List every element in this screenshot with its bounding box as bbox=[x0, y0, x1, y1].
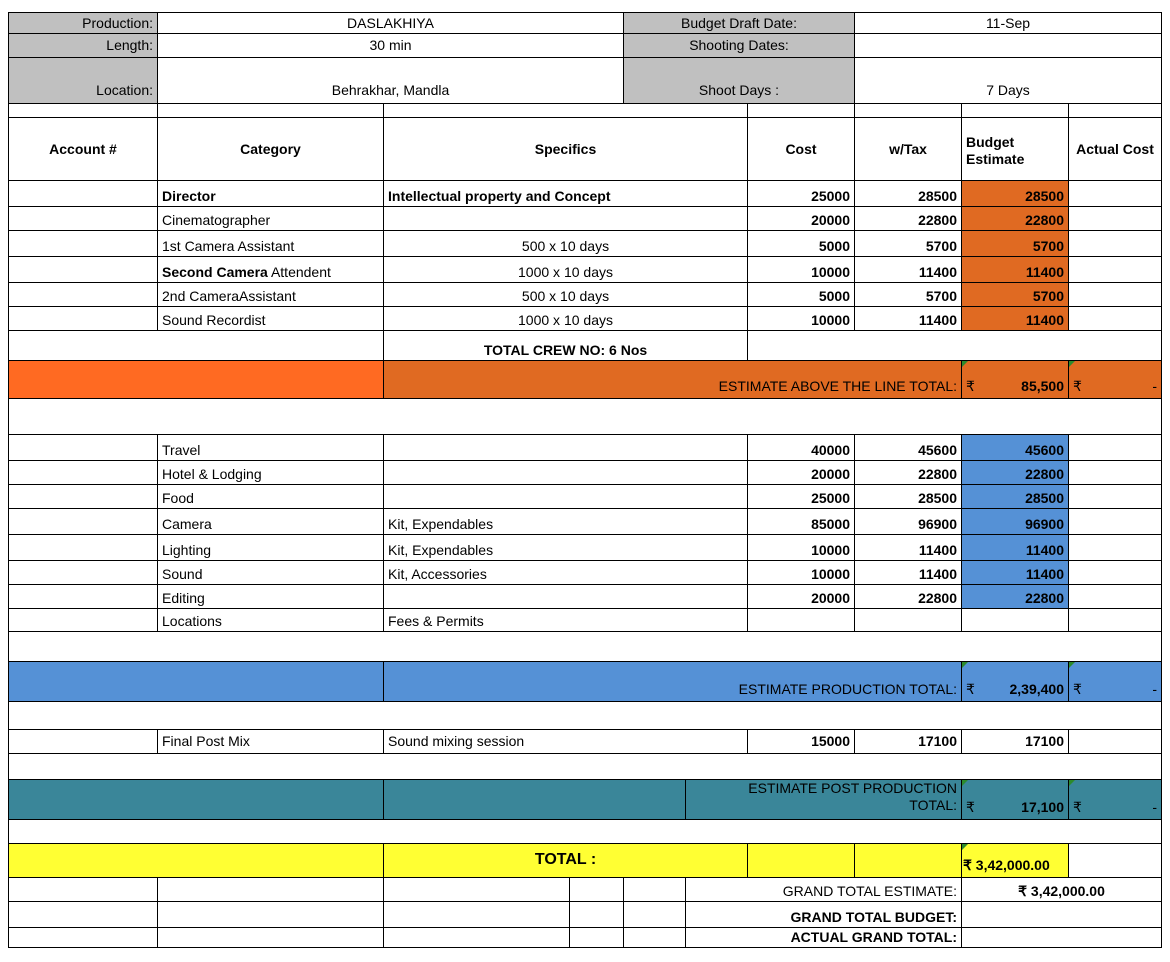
grand-actual-value[interactable] bbox=[962, 928, 1162, 948]
post-total-label bbox=[686, 780, 962, 820]
production-category[interactable]: Travel bbox=[158, 435, 384, 461]
crew-category-name: Director bbox=[162, 188, 216, 205]
grid-cell bbox=[8, 878, 158, 902]
production-estimate[interactable]: 96900 bbox=[962, 509, 1069, 535]
spacer-cell bbox=[962, 104, 1069, 118]
comment-marker-icon bbox=[962, 361, 968, 367]
shoot-days-value[interactable]: 7 Days bbox=[855, 58, 1162, 104]
production-value[interactable]: DASLAKHIYA bbox=[158, 12, 624, 34]
crew-category[interactable] bbox=[158, 181, 384, 207]
comment-marker-icon bbox=[1069, 780, 1075, 786]
production-account[interactable] bbox=[8, 485, 158, 509]
col-account: Account # bbox=[8, 118, 158, 181]
spacer-cell bbox=[855, 104, 962, 118]
rupee-icon: ₹ bbox=[966, 681, 975, 698]
post-cost[interactable]: 15000 bbox=[748, 730, 855, 754]
production-cost[interactable]: 10000 bbox=[748, 535, 855, 561]
production-actual[interactable] bbox=[1069, 609, 1162, 632]
spacer-cell bbox=[158, 104, 384, 118]
production-actual[interactable] bbox=[1069, 561, 1162, 585]
production-account[interactable] bbox=[8, 585, 158, 609]
crew-estimate[interactable]: 11400 bbox=[962, 307, 1069, 331]
post-total-value: 17,100 bbox=[1021, 799, 1064, 816]
production-cost[interactable]: 10000 bbox=[748, 561, 855, 585]
production-actual[interactable] bbox=[1069, 461, 1162, 485]
shooting-dates-value[interactable] bbox=[855, 34, 1162, 58]
comment-marker-icon bbox=[962, 844, 968, 850]
production-wtax[interactable] bbox=[855, 609, 962, 632]
crew-category-suffix: Attendent bbox=[267, 264, 331, 281]
rupee-icon: ₹ bbox=[1073, 378, 1082, 395]
total-band bbox=[8, 844, 384, 878]
crew-account[interactable] bbox=[8, 307, 158, 331]
production-category[interactable]: Camera bbox=[158, 509, 384, 535]
crew-category[interactable] bbox=[158, 307, 384, 331]
grid-cell bbox=[384, 878, 570, 902]
production-wtax[interactable]: 11400 bbox=[855, 535, 962, 561]
location-value[interactable]: Behrakhar, Mandla bbox=[158, 58, 624, 104]
grid-cell bbox=[624, 902, 686, 928]
rupee-icon: ₹ bbox=[1073, 681, 1082, 698]
comment-marker-icon bbox=[962, 662, 968, 668]
crew-wtax[interactable]: 11400 bbox=[855, 257, 962, 283]
production-estimate[interactable]: 22800 bbox=[962, 585, 1069, 609]
post-total[interactable] bbox=[962, 780, 1069, 820]
production-band bbox=[8, 662, 384, 702]
production-actual[interactable] bbox=[1069, 662, 1162, 702]
crew-wtax[interactable]: 22800 bbox=[855, 207, 962, 231]
production-category[interactable]: Food bbox=[158, 485, 384, 509]
production-estimate[interactable]: 11400 bbox=[962, 561, 1069, 585]
crew-cost[interactable]: 10000 bbox=[748, 257, 855, 283]
above-line-band bbox=[8, 361, 384, 399]
production-specifics[interactable]: Kit, Accessories bbox=[384, 561, 748, 585]
crew-total-label: TOTAL CREW NO: 6 Nos bbox=[384, 331, 748, 361]
comment-marker-icon bbox=[962, 780, 968, 786]
production-actual[interactable] bbox=[1069, 435, 1162, 461]
production-cost[interactable]: 20000 bbox=[748, 585, 855, 609]
crew-actual[interactable] bbox=[1069, 231, 1162, 257]
crew-cost[interactable]: 5000 bbox=[748, 231, 855, 257]
production-specifics[interactable]: Kit, Expendables bbox=[384, 535, 748, 561]
draft-date-value[interactable]: 11-Sep bbox=[855, 12, 1162, 34]
production-account[interactable] bbox=[8, 535, 158, 561]
production-wtax[interactable]: 28500 bbox=[855, 485, 962, 509]
location-label: Location: bbox=[8, 58, 158, 104]
col-budget-line2: Estimate bbox=[966, 151, 1025, 167]
length-label: Length: bbox=[8, 34, 158, 58]
production-specifics[interactable]: Fees & Permits bbox=[384, 609, 748, 632]
production-estimate[interactable] bbox=[962, 609, 1069, 632]
production-wtax[interactable]: 96900 bbox=[855, 509, 962, 535]
crew-total-blank-right bbox=[748, 331, 1162, 361]
col-wtax: w/Tax bbox=[855, 118, 962, 181]
grand-estimate-value[interactable]: ₹ 3,42,000.00 bbox=[962, 878, 1162, 902]
production-account[interactable] bbox=[8, 561, 158, 585]
col-category: Category bbox=[158, 118, 384, 181]
crew-account[interactable] bbox=[8, 181, 158, 207]
grid-cell bbox=[624, 928, 686, 948]
grid-cell bbox=[158, 928, 384, 948]
crew-specifics[interactable]: 1000 x 10 days bbox=[384, 257, 748, 283]
production-wtax[interactable]: 45600 bbox=[855, 435, 962, 461]
post-account[interactable] bbox=[8, 730, 158, 754]
grid-cell bbox=[570, 878, 624, 902]
grid-cell bbox=[384, 928, 570, 948]
crew-cost[interactable]: 20000 bbox=[748, 207, 855, 231]
crew-cost[interactable]: 10000 bbox=[748, 307, 855, 331]
post-category[interactable]: Final Post Mix bbox=[158, 730, 384, 754]
production-total-value: 2,39,400 bbox=[1009, 681, 1064, 698]
production-account[interactable] bbox=[8, 609, 158, 632]
col-cost: Cost bbox=[748, 118, 855, 181]
post-total-label-line2: TOTAL: bbox=[909, 796, 957, 813]
crew-actual[interactable] bbox=[1069, 307, 1162, 331]
crew-category[interactable] bbox=[158, 231, 384, 257]
production-cost[interactable]: 20000 bbox=[748, 461, 855, 485]
production-estimate[interactable]: 22800 bbox=[962, 461, 1069, 485]
col-actual-cost: Actual Cost bbox=[1069, 118, 1162, 181]
crew-specifics[interactable]: 1000 x 10 days bbox=[384, 307, 748, 331]
production-category[interactable]: Locations bbox=[158, 609, 384, 632]
crew-category[interactable] bbox=[158, 257, 384, 283]
crew-estimate[interactable]: 5700 bbox=[962, 231, 1069, 257]
col-specifics: Specifics bbox=[384, 118, 748, 181]
crew-account[interactable] bbox=[8, 257, 158, 283]
crew-actual[interactable] bbox=[1069, 257, 1162, 283]
col-budget-line1: Budget bbox=[966, 134, 1015, 151]
production-cost[interactable]: 40000 bbox=[748, 435, 855, 461]
grid-cell bbox=[158, 902, 384, 928]
crew-cost[interactable]: 5000 bbox=[748, 283, 855, 307]
production-specifics[interactable] bbox=[384, 485, 748, 509]
above-line-total[interactable] bbox=[962, 361, 1069, 399]
grand-actual-label: ACTUAL GRAND TOTAL: bbox=[686, 928, 962, 948]
above-line-label: ESTIMATE ABOVE THE LINE TOTAL: bbox=[384, 361, 962, 399]
post-band bbox=[8, 780, 384, 820]
shoot-days-label: Shoot Days : bbox=[624, 58, 855, 104]
col-budget-estimate bbox=[962, 118, 1069, 181]
crew-specifics[interactable]: 500 x 10 days bbox=[384, 283, 748, 307]
crew-category-name: Second Camera bbox=[162, 264, 268, 281]
crew-account[interactable] bbox=[8, 283, 158, 307]
production-cost[interactable] bbox=[748, 609, 855, 632]
production-category[interactable]: Editing bbox=[158, 585, 384, 609]
production-actual[interactable] bbox=[1069, 509, 1162, 535]
production-account[interactable] bbox=[8, 509, 158, 535]
grand-budget-value[interactable] bbox=[962, 902, 1162, 928]
grand-budget-label: GRAND TOTAL BUDGET: bbox=[686, 902, 962, 928]
production-actual[interactable] bbox=[1069, 485, 1162, 509]
blank-row bbox=[8, 702, 1162, 730]
crew-cost[interactable]: 25000 bbox=[748, 181, 855, 207]
crew-actual[interactable] bbox=[1069, 207, 1162, 231]
spacer-cell bbox=[1069, 104, 1162, 118]
production-account[interactable] bbox=[8, 435, 158, 461]
production-total[interactable] bbox=[962, 662, 1069, 702]
crew-category[interactable] bbox=[158, 283, 384, 307]
blank-row bbox=[8, 820, 1162, 844]
crew-category-name: 2nd CameraAssistant bbox=[162, 288, 296, 305]
production-category[interactable]: Lighting bbox=[158, 535, 384, 561]
crew-category-name: 1st Camera Assistant bbox=[162, 238, 295, 255]
crew-estimate[interactable]: 22800 bbox=[962, 207, 1069, 231]
grand-estimate-label: GRAND TOTAL ESTIMATE: bbox=[686, 878, 962, 902]
total-blank bbox=[855, 844, 962, 878]
crew-category-name: Sound Recordist bbox=[162, 312, 266, 329]
production-cost[interactable]: 85000 bbox=[748, 509, 855, 535]
comment-marker-icon bbox=[1069, 662, 1075, 668]
rupee-icon: ₹ bbox=[966, 378, 975, 395]
total-value-text: ₹ 3,42,000.00 bbox=[963, 857, 1050, 874]
production-actual[interactable] bbox=[1069, 585, 1162, 609]
rupee-icon: ₹ bbox=[966, 799, 975, 816]
production-specifics[interactable]: Kit, Expendables bbox=[384, 509, 748, 535]
post-actual-total[interactable] bbox=[1069, 780, 1162, 820]
production-specifics[interactable] bbox=[384, 461, 748, 485]
production-estimate[interactable]: 45600 bbox=[962, 435, 1069, 461]
total-value[interactable] bbox=[962, 844, 1069, 878]
production-account[interactable] bbox=[8, 461, 158, 485]
crew-wtax[interactable]: 11400 bbox=[855, 307, 962, 331]
production-actual-value: - bbox=[1152, 681, 1157, 698]
production-estimate[interactable]: 11400 bbox=[962, 535, 1069, 561]
grid-cell bbox=[570, 902, 624, 928]
grid-cell bbox=[8, 928, 158, 948]
crew-estimate[interactable]: 28500 bbox=[962, 181, 1069, 207]
production-label: Production: bbox=[8, 12, 158, 34]
total-blank bbox=[748, 844, 855, 878]
spacer-cell bbox=[384, 104, 748, 118]
production-wtax[interactable]: 22800 bbox=[855, 461, 962, 485]
length-value[interactable]: 30 min bbox=[158, 34, 624, 58]
production-specifics[interactable] bbox=[384, 435, 748, 461]
crew-account[interactable] bbox=[8, 231, 158, 257]
post-actual-total-value: - bbox=[1152, 799, 1157, 816]
production-actual[interactable] bbox=[1069, 535, 1162, 561]
production-total-label: ESTIMATE PRODUCTION TOTAL: bbox=[384, 662, 962, 702]
grid-cell bbox=[158, 878, 384, 902]
grid-cell bbox=[624, 878, 686, 902]
draft-date-label: Budget Draft Date: bbox=[624, 12, 855, 34]
production-specifics[interactable] bbox=[384, 585, 748, 609]
blank-row bbox=[8, 632, 1162, 662]
crew-wtax[interactable]: 5700 bbox=[855, 231, 962, 257]
grid-cell bbox=[384, 902, 570, 928]
total-actual[interactable] bbox=[1069, 844, 1162, 878]
crew-wtax[interactable]: 28500 bbox=[855, 181, 962, 207]
crew-account[interactable] bbox=[8, 207, 158, 231]
crew-actual[interactable] bbox=[1069, 283, 1162, 307]
post-estimate[interactable]: 17100 bbox=[962, 730, 1069, 754]
blank-row bbox=[8, 399, 1162, 435]
post-specifics[interactable]: Sound mixing session bbox=[384, 730, 748, 754]
crew-wtax[interactable]: 5700 bbox=[855, 283, 962, 307]
above-line-actual-value: - bbox=[1152, 378, 1157, 395]
spacer-cell bbox=[8, 104, 158, 118]
above-line-value: 85,500 bbox=[1021, 378, 1064, 395]
production-category[interactable]: Hotel & Lodging bbox=[158, 461, 384, 485]
crew-total-blank bbox=[8, 331, 384, 361]
crew-category[interactable] bbox=[158, 207, 384, 231]
post-total-label-line1: ESTIMATE POST PRODUCTION bbox=[748, 780, 957, 796]
spacer-cell bbox=[748, 104, 855, 118]
shooting-dates-label: Shooting Dates: bbox=[624, 34, 855, 58]
rupee-icon: ₹ bbox=[1073, 799, 1082, 816]
production-wtax[interactable]: 22800 bbox=[855, 585, 962, 609]
production-category[interactable]: Sound bbox=[158, 561, 384, 585]
production-estimate[interactable]: 28500 bbox=[962, 485, 1069, 509]
grid-cell bbox=[570, 928, 624, 948]
crew-specifics[interactable]: 500 x 10 days bbox=[384, 231, 748, 257]
grid-cell bbox=[8, 902, 158, 928]
crew-category-name: Cinematographer bbox=[162, 212, 271, 229]
post-wtax[interactable]: 17100 bbox=[855, 730, 962, 754]
total-label: TOTAL : bbox=[384, 844, 748, 878]
crew-estimate[interactable]: 11400 bbox=[962, 257, 1069, 283]
crew-specifics[interactable]: Intellectual property and Concept bbox=[384, 181, 748, 207]
crew-estimate[interactable]: 5700 bbox=[962, 283, 1069, 307]
crew-actual[interactable] bbox=[1069, 181, 1162, 207]
production-cost[interactable]: 25000 bbox=[748, 485, 855, 509]
blank-row bbox=[8, 754, 1162, 780]
post-band-mid bbox=[384, 780, 686, 820]
post-actual[interactable] bbox=[1069, 730, 1162, 754]
production-wtax[interactable]: 11400 bbox=[855, 561, 962, 585]
comment-marker-icon bbox=[1069, 361, 1075, 367]
above-line-actual[interactable] bbox=[1069, 361, 1162, 399]
crew-specifics[interactable] bbox=[384, 207, 748, 231]
